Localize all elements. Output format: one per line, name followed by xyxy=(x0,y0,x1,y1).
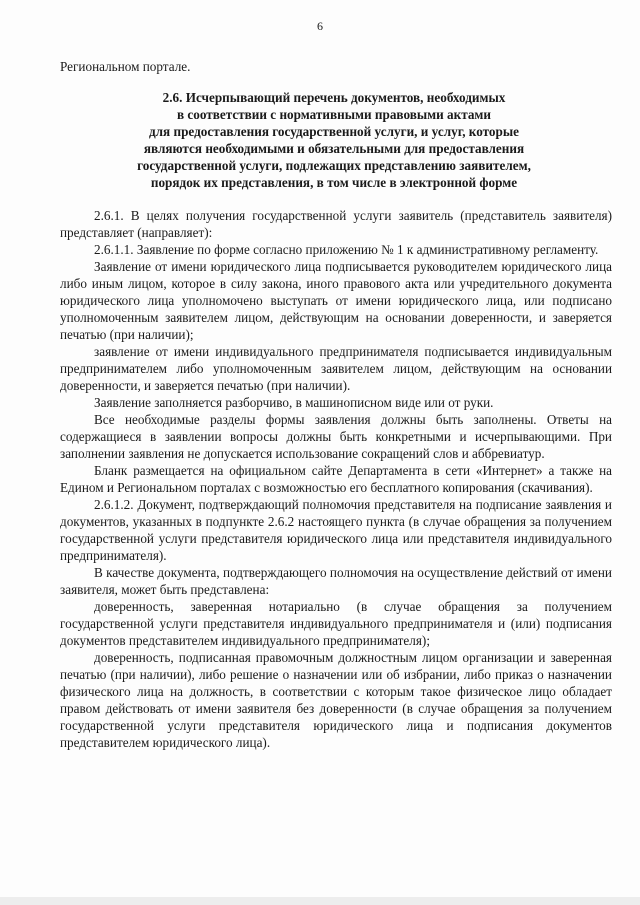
paragraph-authority-document: В качестве документа, подтверждающего полномочия на осуществление действий от имени заявителя, может быть представлена: xyxy=(60,565,612,597)
paragraph-form-placement: Бланк размещается на официальном сайте Департамента в сети «Интернет» а также на Едином и Региональном порталах с возможностью его бесплатного копирования (скачивания). xyxy=(60,463,612,495)
heading-line: в соответствии с нормативными правовыми актами xyxy=(176,107,492,122)
paragraph-entrepreneur-signature: заявление от имени индивидуального предпринимателя подписывается индивидуальным предпринимателем либо уполномоченным заявителем лицом, действующим на основании доверенности, и заверяется печатью (при наличии). xyxy=(60,344,612,393)
heading-line: 2.6. Исчерпывающий перечень документов, необходимых xyxy=(162,90,506,105)
paragraph-required-sections: Все необходимые разделы формы заявления должны быть заполнены. Ответы на содержащиеся в заявлении вопросы должны быть конкретными и исчерпывающими. При заполнении заявления не допускается использование сокращений слов и аббревиатур. xyxy=(60,412,612,461)
section-heading xyxy=(64,89,604,191)
paragraph-notarized-power-of-attorney: доверенность, заверенная нотариально (в случае обращения за получением государственной услуги представителя индивидуального предпринимателя и (или) подписания документов представителем индивидуального предпринимателя); xyxy=(60,599,612,648)
heading-line: для предоставления государственной услуги, и услуг, которые xyxy=(148,124,520,139)
heading-line: государственной услуги, подлежащих представлению заявителем, xyxy=(137,158,531,173)
paragraph-filling-manner: Заявление заполняется разборчиво, в машинописном виде или от руки. xyxy=(94,395,494,410)
paragraph-2-6-1-2: 2.6.1.2. Документ, подтверждающий полномочия представителя на подписание заявления и документов, указанных в подпункте 2.6.2 настоящего пункта (в случае обращения за получением государственной услуги представителя юридического лица или представителя индивидуального предпринимателя). xyxy=(60,497,612,563)
continuation-text: Региональном портале. xyxy=(60,59,191,74)
paragraph-legal-entity-signature: Заявление от имени юридического лица подписывается руководителем юридического лица либо иным лицом, которое в силу закона, иного правового акта или учредительного документа юридического лица уполномочено выступать от имени юридического лица, или подписано уполномоченным заявителем лицом, действующим на основании доверенности, и заверяется печатью (при наличии); xyxy=(60,259,612,342)
heading-line: являются необходимыми и обязательными для предоставления xyxy=(143,141,525,156)
page-number: 6 xyxy=(317,19,323,33)
paragraph-2-6-1: 2.6.1. В целях получения государственной услуги заявитель (представитель заявителя) представляет (направляет): xyxy=(60,208,612,240)
heading-line: порядок их представления, в том числе в электронной форме xyxy=(150,175,518,190)
paragraph-2-6-1-1: 2.6.1.1. Заявление по форме согласно приложению № 1 к административному регламенту. xyxy=(94,242,599,257)
page-body xyxy=(60,58,612,751)
paragraph-signed-power-of-attorney: доверенность, подписанная правомочным должностным лицом организации и заверенная печатью (при наличии), либо решение о назначении или об избрании, либо приказ о назначении физического лица на должность, в соответствии с которым такое физическое лицо обладает правом действовать от имени заявителя без доверенности (в случае обращения за получением государственной услуги представителя юридического лица и подписания документов представителем юридического лица). xyxy=(60,650,612,750)
scan-bottom-edge xyxy=(0,897,640,905)
